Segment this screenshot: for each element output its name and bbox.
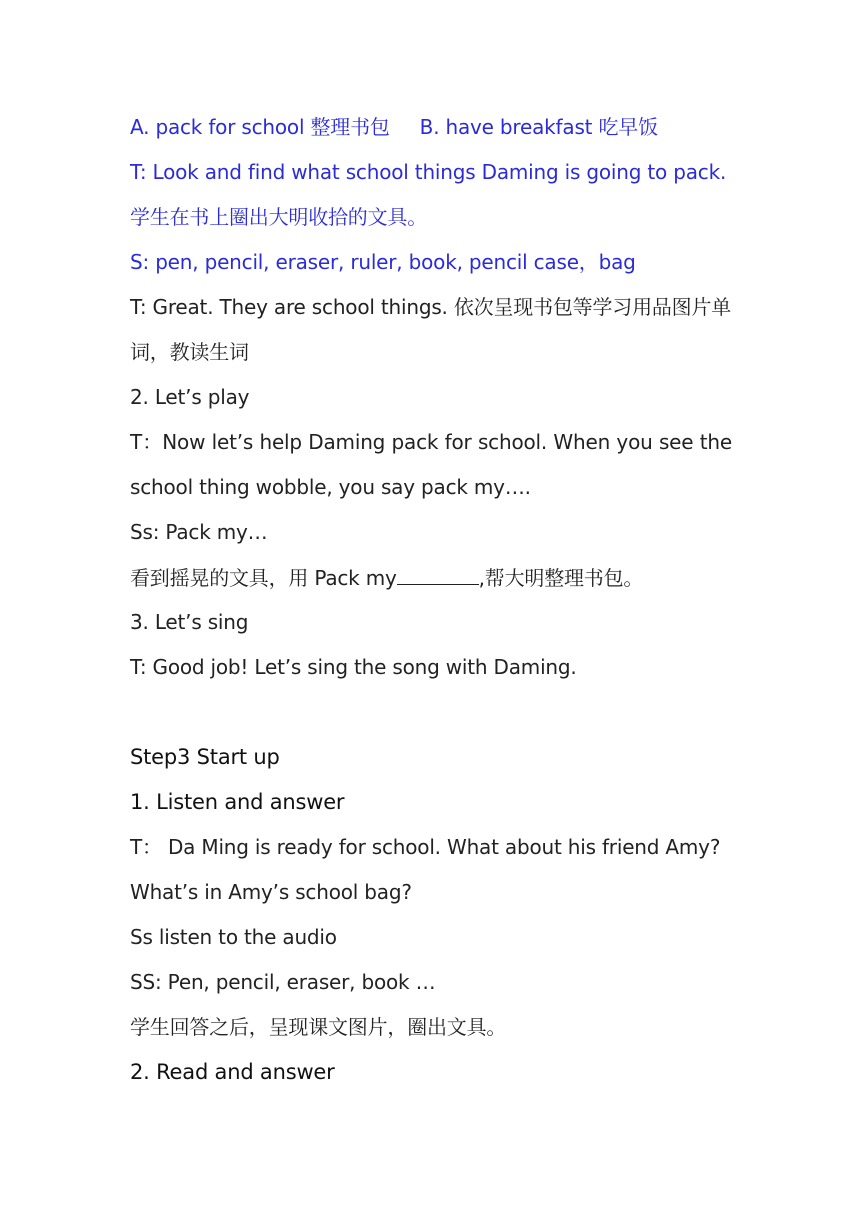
amy-bag-question: What’s in Amy’s school bag? xyxy=(130,880,412,904)
pack-my-activity-line xyxy=(130,564,732,591)
section-listen-answer: 1. Listen and answer xyxy=(130,790,345,814)
listen-audio-line: Ss listen to the audio xyxy=(130,925,337,949)
students-pack-response: Ss: Pack my… xyxy=(130,520,268,544)
student-answer-list: S: pen, pencil, eraser, ruler, book, pencil case，bag xyxy=(130,250,636,274)
option-b: B. have breakfast 吃早饭 xyxy=(419,115,658,139)
teacher-great-line: T: Great. They are school things. 依次呈现书包等学习用品图片单 xyxy=(130,295,732,319)
student-activity-circle: 学生在书上圈出大明收拾的文具。 xyxy=(130,205,427,229)
teacher-instruction-look: T: Look and find what school things Daming is going to pack. xyxy=(130,160,727,184)
section-read-answer: 2. Read and answer xyxy=(130,1060,335,1084)
teacher-sing-line: T: Good job! Let’s sing the song with Daming. xyxy=(130,655,577,679)
show-picture-line: 学生回答之后，呈现课文图片，圈出文具。 xyxy=(130,1015,507,1039)
fill-in-blank xyxy=(397,564,479,585)
option-a: A. pack for school 整理书包 xyxy=(130,115,390,139)
options-line xyxy=(130,114,732,140)
pack-my-suffix: ,帮大明整理书包。 xyxy=(478,566,644,590)
teacher-amy-question: T： Da Ming is ready for school. What about his friend Amy? xyxy=(130,835,721,859)
step3-heading: Step3 Start up xyxy=(130,745,280,769)
students-answer-line: SS: Pen, pencil, eraser, book … xyxy=(130,970,436,994)
teacher-pack-instruction: T：Now let’s help Daming pack for school. When you see the xyxy=(130,430,732,454)
teacher-pack-instruction-cont: school thing wobble, you say pack my…. xyxy=(130,475,531,499)
pack-my-prefix: 看到摇晃的文具，用 Pack my xyxy=(130,566,397,590)
section-lets-sing: 3. Let’s sing xyxy=(130,610,249,634)
teacher-great-line-cont: 词，教读生词 xyxy=(130,340,249,364)
section-lets-play: 2. Let’s play xyxy=(130,385,250,409)
